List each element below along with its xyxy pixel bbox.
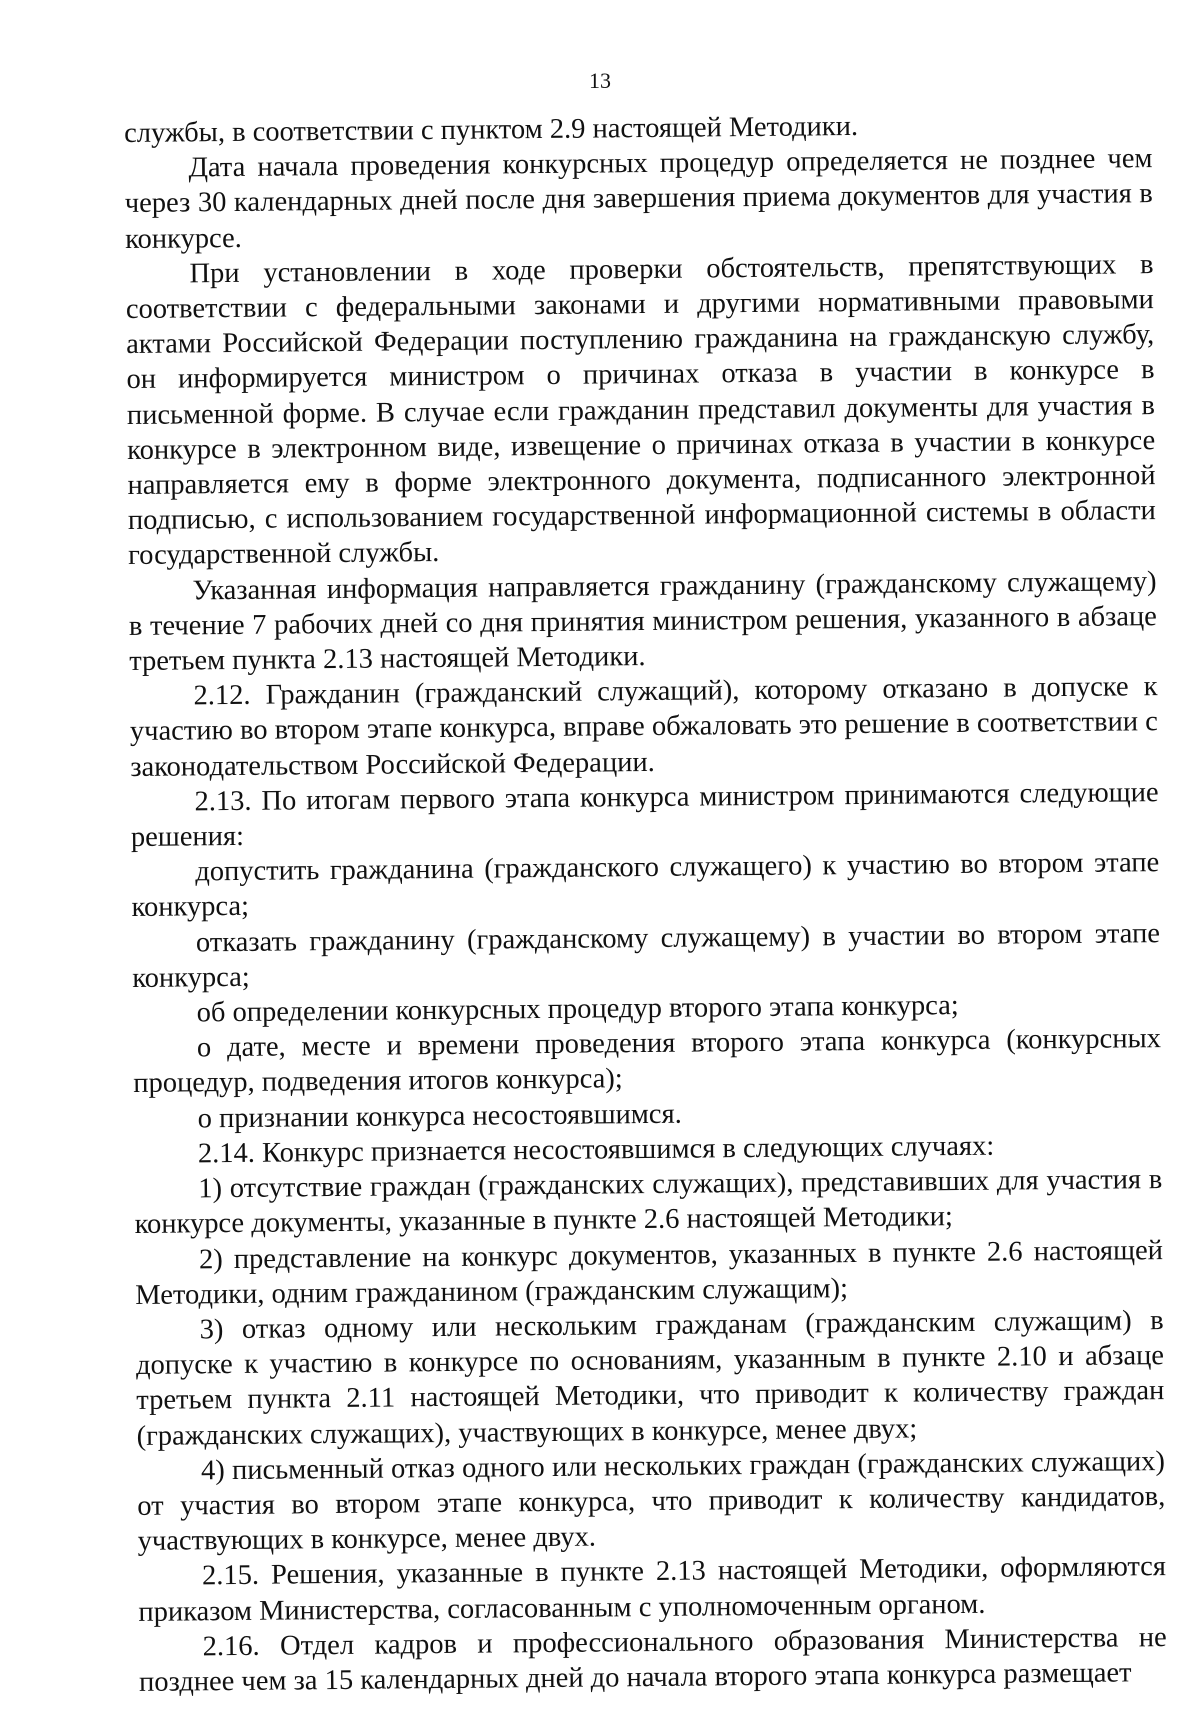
- list-item: о признании конкурса несостоявшимся.: [197, 1098, 682, 1135]
- list-item: допустить гражданина (гражданского служащего) к участию во втором этапе конкурса;: [131, 847, 1160, 924]
- paragraph: Дата начала проведения конкурсных процедур определяется не позднее чем через 30 календарных дней после дня завершения приема документов для участия в конкурсе.: [124, 143, 1153, 255]
- list-item: 1) отсутствие граждан (гражданских служащих), представивших для участия в конкурсе документы, указанные в пункте 2.6 настоящей Методики;: [134, 1164, 1163, 1241]
- paragraph: Указанная информация направляется гражданину (гражданскому служащему) в течение 7 рабочих дней со дня принятия министром решения, указанного в абзаце третьем пункта 2.13 настоящей Методики.: [128, 565, 1158, 678]
- paragraph: службы, в соответствии с пунктом 2.9 настоящей Методики.: [124, 110, 859, 149]
- paragraph: 2.14. Конкурс признается несостоявшимся в следующих случаях:: [197, 1130, 995, 1170]
- paragraph: 2.13. По итогам первого этапа конкурса министром принимаются следующие решения:: [130, 776, 1159, 854]
- list-item: 3) отказ одному или нескольким гражданам (гражданским служащим) в допуске к участию в конкурсе по основаниям, указанным в пункте 2.10 и абзаце третьем пункта 2.11 настоящей Методики, что приводит к количеству граждан (гражданских служащих), участвующих в конкурсе, менее двух;: [135, 1304, 1165, 1452]
- list-item: об определении конкурсных процедур второго этапа конкурса;: [196, 990, 959, 1029]
- paragraph: 2.12. Гражданин (гражданский служащий), которому отказано в допуске к участию во втором этапе конкурса, вправе обжаловать это решение в соответствии с законодательством Российской Федерации.: [129, 671, 1159, 783]
- list-item: отказать гражданину (гражданскому служащему) в участии во втором этапе конкурса;: [132, 917, 1161, 994]
- paragraph: При установлении в ходе проверки обстоятельств, препятствующих в соответствии с федеральными законами и другими нормативными правовыми актами Российской Федерации поступлению гражданина на гражданскую службу, он информируется министром о причинах отказа в участии в конкурсе в письменной форме. В случае если гражданин представил документы для участия в конкурсе в электронном виде, извещение о причинах отказа в участии в конкурсе направляется ему в форме электронного документа, подписанного электронной подписью, с использованием государственной информационной системы в области государственной службы.: [125, 248, 1156, 572]
- list-item: о дате, месте и времени проведения второго этапа конкурса (конкурсных процедур, подведения итогов конкурса);: [133, 1023, 1162, 1100]
- page-number: 13: [589, 68, 611, 93]
- list-item: 4) письменный отказ одного или нескольких граждан (гражданских служащих) от участия во втором этапе конкурса, что приводит к количеству кандидатов, участвующих в конкурсе, менее двух.: [137, 1445, 1166, 1558]
- list-item: 2) представление на конкурс документов, указанных в пункте 2.6 настоящей Методики, одним гражданином (гражданским служащим);: [135, 1234, 1164, 1311]
- paragraph: 2.15. Решения, указанные в пункте 2.13 настоящей Методики, оформляются приказом Министерства, согласованным с уполномоченным органом.: [138, 1551, 1167, 1628]
- paragraph: 2.16. Отдел кадров и профессионального образования Министерства не позднее чем за 15 календарных дней до начала второго этапа конкурса размещает: [138, 1621, 1167, 1698]
- body-text: [124, 106, 1167, 1700]
